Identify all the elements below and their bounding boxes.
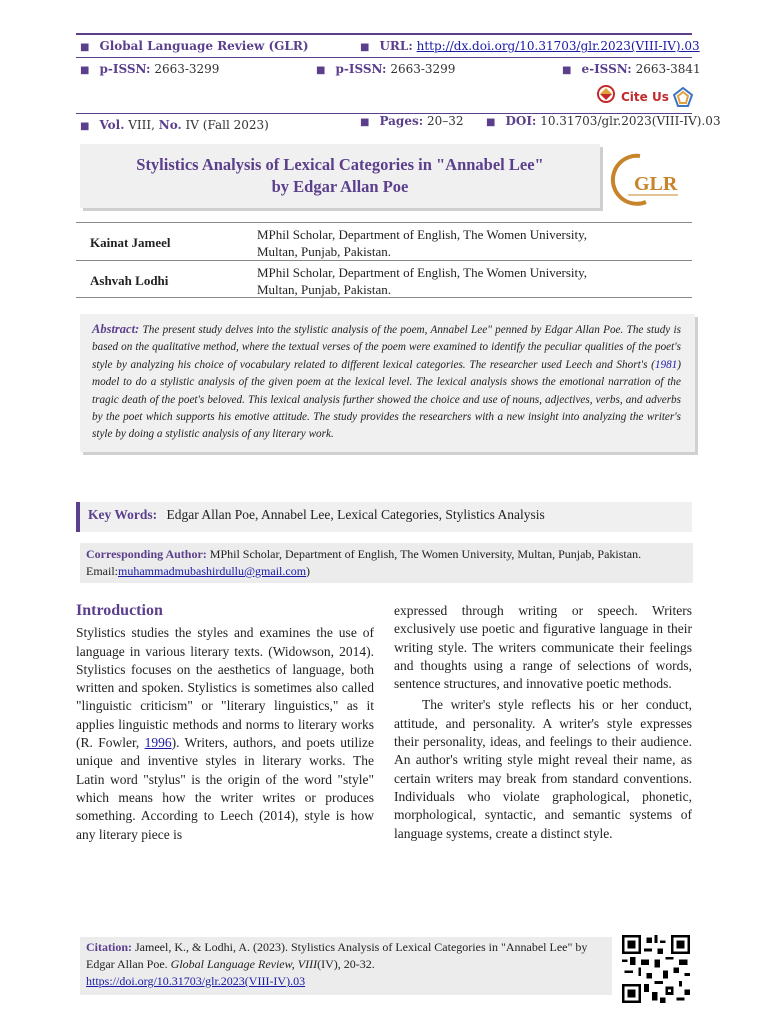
corresponding-label: Corresponding Author: <box>86 547 207 561</box>
journal-name: ■ Global Language Review (GLR) <box>80 39 309 53</box>
author-row <box>76 222 692 260</box>
doi-item: ■ DOI: 10.31703/glr.2023(VIII-IV).03 <box>486 114 721 128</box>
author-row <box>76 260 692 298</box>
header-row-volume <box>76 113 721 135</box>
pages-item: ■ Pages: 20–32 <box>360 114 464 128</box>
url-item: ■ URL: http://dx.doi.org/10.31703/glr.2023(VIII-IV).03 <box>360 39 700 53</box>
glr-logo-text: GLR <box>634 173 678 195</box>
section-heading-introduction: Introduction <box>76 602 163 619</box>
paragraph: Stylistics studies the styles and examines the use of language in various literary texts. (Widowson, 2014). Stylistics focuses on the aesthetics of language, both written and spoken. Stylistics is sometimes also called "linguistic criticism" or "literary linguistics," as it applies linguistic methods and norms to literary works (R. Fowler, 1996). Writers, authors, and poets utilize unique and inventive styles in literary works. The Latin word "stylus" is the origin of the word "style" which means how the writer writes or produces something. According to Leech (2014), style is how any literary piece is <box>76 625 374 842</box>
author-affiliation: MPhil Scholar, Department of English, The Women University, Multan, Punjab, Pakistan. <box>257 227 588 259</box>
bullet-icon: ■ <box>360 117 370 128</box>
author-name: Ashvah Lodhi <box>90 273 169 288</box>
abstract-text-a: The present study delves into the stylistic analysis of the poem, Annabel Lee" penned by Edgar Allan Poe. The study is based on the qualitative method, where the textual verses of the poem were examined to identify the peculiar qualities of the poet's style by analyzing his choice of vocabulary related to different lexical categories. The researcher used Leech and Short's ( <box>92 324 681 371</box>
paragraph: The writer's style reflects his or her conduct, attitude, and personality. A writer's style expresses their personality, ideas, and feelings to their audience. An author's writing style might reveal their name, as certain writers may break from standard conventions. Individuals who violate graphological, phonetic, morphological, syntactic, and semantic systems of language systems, create a distinct style. <box>394 697 692 841</box>
paper-title-box <box>80 144 600 208</box>
bullet-icon: ■ <box>316 65 326 76</box>
author-affiliation: MPhil Scholar, Department of English, The Women University, Multan, Punjab, Pakistan. <box>257 265 588 297</box>
author-name: Kainat Jameel <box>90 235 171 250</box>
paper-title-line2: by Edgar Allan Poe <box>271 177 409 196</box>
bullet-icon: ■ <box>80 121 90 132</box>
lissn-item: ■ p-ISSN: 2663-3299 <box>316 62 456 76</box>
bullet-icon: ■ <box>486 117 496 128</box>
cite-us-icon[interactable] <box>672 86 694 108</box>
paragraph: expressed through writing or speech. Writers exclusively use poetic and figurative language in their writing style. The writers communicate their feelings and thoughts using a range of selections of words, sentence structures, and innovative poetic methods. <box>394 603 692 692</box>
abstract-text-b: ) model to do a stylistic analysis of the given poem at the lexical level. The lexical analysis shows the emotional narration of the tragic death of the poet's beloved. This lexical analysis further showed the choice and use of nouns, adjectives, verbs, and adverbs by the poet which supports his emotive attitude. The study provides the researchers with a new insight into analyzing the writer's style by doing a stylistic analysis of any literary work. <box>92 358 681 441</box>
keywords-label: Key Words: <box>88 507 158 522</box>
abstract-year-link[interactable]: 1981 <box>654 358 678 371</box>
volume-item: ■ Vol. VIII, No. IV (Fall 2023) <box>80 118 269 132</box>
fowler-year-link[interactable]: 1996 <box>144 735 172 751</box>
abstract-box <box>80 314 695 452</box>
url-link[interactable]: http://dx.doi.org/10.31703/glr.2023(VIII-IV).03 <box>416 39 700 53</box>
bullet-icon: ■ <box>80 42 90 53</box>
bullet-icon: ■ <box>80 65 90 76</box>
qr-code-icon[interactable] <box>622 935 690 1003</box>
abstract-label: Abstract: <box>92 322 140 336</box>
header-row-top <box>76 33 700 55</box>
crossmark-icon[interactable] <box>594 84 618 108</box>
body-column-left <box>76 602 374 844</box>
corresponding-email-link[interactable]: muhammadmubashirdullu@gmail.com <box>118 564 307 578</box>
corresponding-author-box: Corresponding Author: MPhil Scholar, Department of English, The Women University, Multan, Punjab, Pakistan. Email:muhammadmubashirdullu@gmail.com) <box>80 543 693 583</box>
cite-us-link[interactable]: Cite Us <box>621 90 669 104</box>
body-column-right <box>394 602 692 843</box>
authors-table <box>76 222 692 298</box>
keywords-text: Edgar Allan Poe, Annabel Lee, Lexical Categories, Stylistics Analysis <box>166 507 545 522</box>
bullet-icon: ■ <box>562 65 572 76</box>
citation-doi-link[interactable]: https://doi.org/10.31703/glr.2023(VIII-IV).03 <box>86 974 306 988</box>
eissn-item: ■ e-ISSN: 2663-3841 <box>562 62 701 76</box>
corresponding-text: MPhil Scholar, Department of English, The Women University, Multan, Punjab, Pakistan. Email: <box>86 547 642 578</box>
citation-box: Citation: Jameel, K., & Lodhi, A. (2023). Stylistics Analysis of Lexical Categories in "Annabel Lee" by Edgar Allan Poe. Global Language Review, VIII(IV), 20-32. https://doi.org/10.31703/glr.2023(VIII-IV).03 <box>80 937 612 995</box>
bullet-icon: ■ <box>360 42 370 53</box>
citation-label: Citation: <box>86 940 132 954</box>
glr-logo <box>606 150 684 206</box>
keywords-box <box>76 502 692 532</box>
paper-title-line1: Stylistics Analysis of Lexical Categories in "Annabel Lee" <box>136 155 544 174</box>
header-row-issn <box>76 57 701 79</box>
pissn-item: ■ p-ISSN: 2663-3299 <box>80 62 220 76</box>
